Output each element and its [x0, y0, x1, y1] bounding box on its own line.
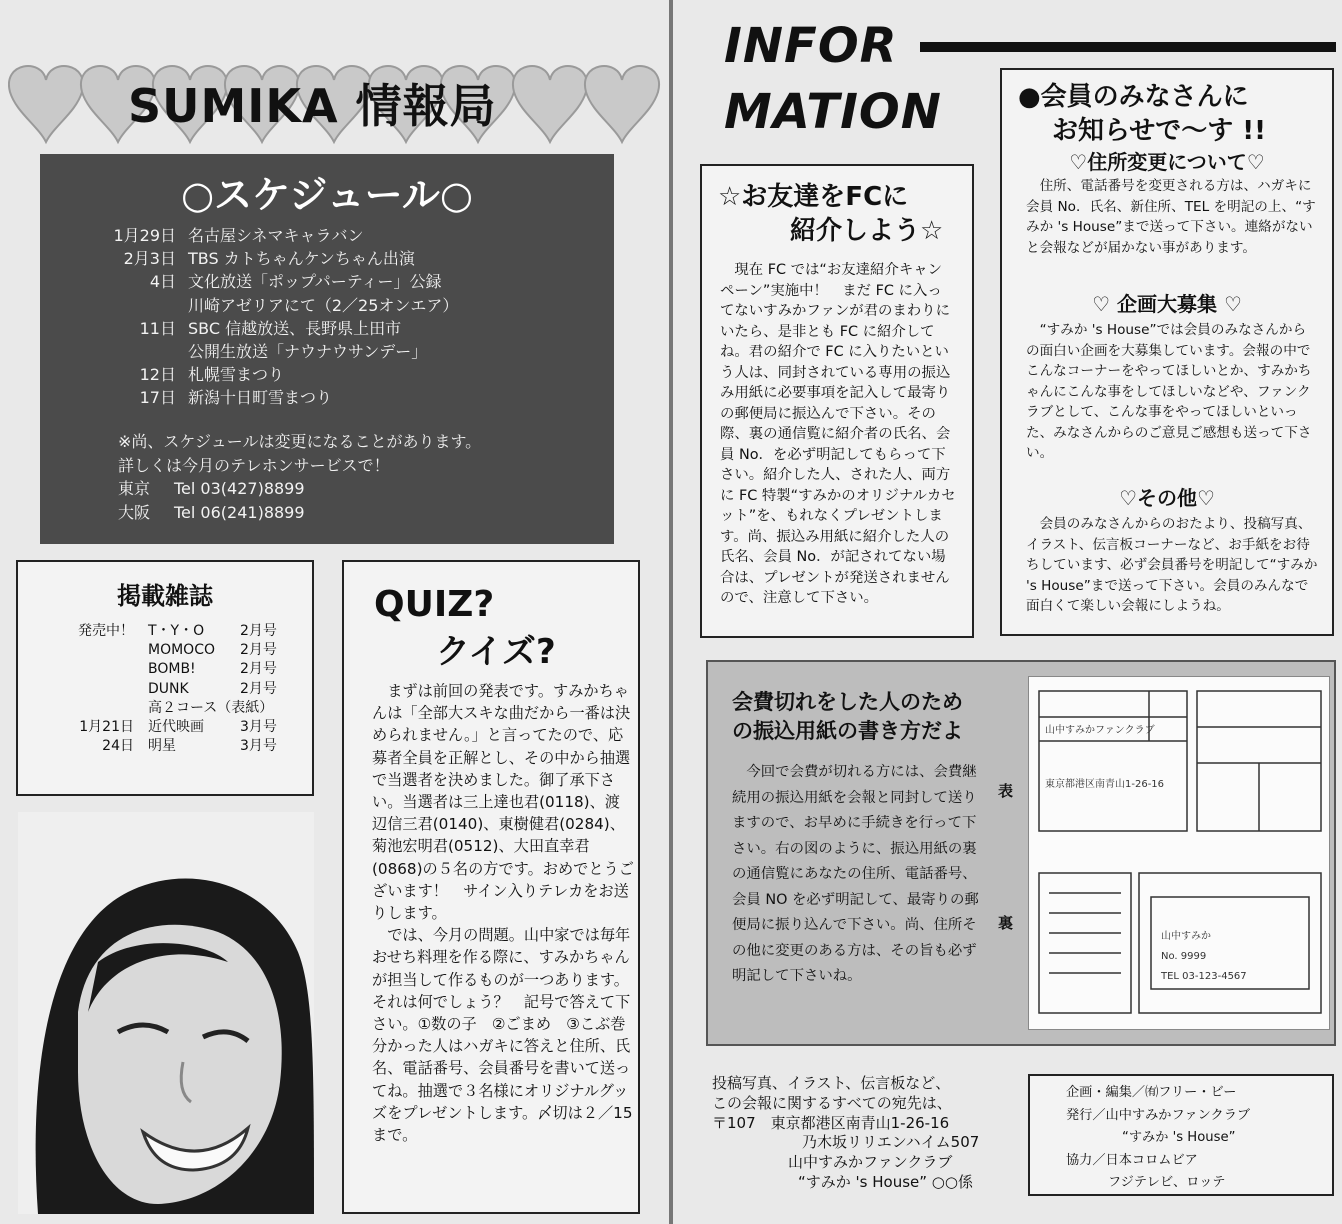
schedule-date — [102, 294, 188, 317]
members-heading: ●会員のみなさんに — [1018, 82, 1249, 112]
quiz-title-kana: クイズ? — [436, 632, 556, 672]
schedule-event: 名古屋シネマキャラバン — [188, 226, 364, 245]
magazine-issue: 2月号 — [240, 680, 277, 697]
address-line: “すみか 's House” ○○係 — [798, 1172, 973, 1191]
project-text: “すみか 's House”では会員のみなさんからの面白い企画を大募集しています。会報の中でこんなコーナーをやってほしいとか、すみかちゃんにこんな事をしてほしいなどや、ファンクラブとして、こんな事をやってほしいといった、みなさんからのご意見ご感想も送って下さい。 — [1026, 322, 1312, 461]
magazine-date — [48, 660, 148, 679]
schedule-event: 川崎アゼリアにて（2／25オンエア） — [188, 295, 459, 315]
schedule-note-line: 詳しくは今月のテレホンサービスで！ — [118, 455, 390, 475]
tel-city: 東京 — [118, 479, 151, 498]
schedule-date: 11日 — [139, 318, 176, 338]
magazine-name: MOMOCO — [148, 642, 215, 659]
fee-heading-line: 会費切れをした人のため — [732, 690, 963, 714]
schedule-event: TBS カトちゃんケンちゃん出演 — [188, 249, 415, 269]
schedule-item — [102, 363, 602, 386]
magazines-heading: 掲載雑誌 — [117, 582, 213, 610]
schedule-item — [102, 317, 602, 340]
form-front-address: 東京都港区南青山1-26-16 — [1045, 779, 1165, 790]
members-notice-box — [1000, 68, 1334, 636]
magazine-date: 24日 — [102, 738, 134, 755]
friend-referral-box — [700, 164, 974, 638]
other-heading: ♡その他♡ — [1119, 486, 1215, 510]
information-title-line2: MATION — [724, 84, 942, 140]
schedule-date: 4日 — [149, 272, 176, 292]
schedule-item — [102, 224, 602, 247]
tel-number: Tel 06(241)8899 — [174, 502, 305, 522]
schedule-heading: ○スケジュール○ — [180, 173, 474, 217]
magazine-name: 高２コース（表紙） — [148, 699, 274, 716]
magazine-item — [48, 737, 277, 756]
address-line: 投稿写真、イラスト、伝言板など、 — [712, 1074, 951, 1092]
page-spine — [669, 0, 673, 1224]
schedule-item — [102, 386, 602, 409]
form-front-name: 山中すみかファンクラブ — [1045, 725, 1155, 736]
magazine-issue: 3月号 — [240, 719, 277, 736]
friend-heading: ☆お友達をFCに — [718, 182, 909, 212]
credits-box — [1028, 1074, 1334, 1196]
friend-text: 現在 FC では“お友達紹介キャンペーン”実施中！ まだ FC に入ってないすみかファンが君のまわりにいたら、是非とも FC に紹介してね。君の紹介で FC に入りたいという人は、同封されている専用の振込み用紙に必要事項を記入して最寄りの郵便局に振込んで下さい。その際、裏の通信覧に紹介者の氏名、会員 No．を必ず明記してもらって下さい。紹介した人、された人、両方に FC 特製“すみかのオリジナルカセット”を、もれなくプレゼントします。尚、振込み用紙に紹介した人の氏名、会員 No．が記されてない場合は、プレゼントが発送されませんので、注意して下さい。 — [720, 262, 956, 606]
magazine-name: T・Y・O — [148, 623, 205, 639]
schedule-date: 12日 — [139, 365, 176, 385]
tel-city: 大阪 — [118, 502, 151, 522]
magazine-item — [48, 641, 277, 660]
schedule-date: 1月29日 — [113, 226, 176, 245]
schedule-item — [102, 247, 602, 270]
title-rule — [920, 42, 1336, 52]
other-text: 会員のみなさんからのおたより、投稿写真、イラスト、伝言板コーナーなど、お手紙をお待ちしています、必ず会員番号を明記して“すみか 's House”まで送って下さい。会員のみんなで面白くて楽しい会報にしようね。 — [1026, 516, 1318, 614]
schedule-event: SBC 信越放送、長野県上田市 — [188, 318, 402, 338]
magazine-item — [48, 680, 277, 699]
schedule-item — [102, 294, 602, 317]
schedule-event: 文化放送「ポップパーティー」公録 — [188, 272, 442, 292]
mailing-address — [712, 1074, 1012, 1214]
tel-row-osaka — [118, 501, 598, 525]
fee-renewal-box — [706, 660, 1336, 1046]
address-line: 乃木坂リリエンハイム507 — [802, 1133, 980, 1152]
transfer-form-lines — [1029, 677, 1329, 1029]
quiz-title: QUIZ? — [374, 584, 495, 625]
schedule-date — [102, 340, 188, 363]
credit-line: 協力／日本コロムビア — [1066, 1152, 1198, 1168]
magazine-date: 1月21日 — [79, 719, 134, 736]
magazine-name: 近代映画 — [148, 719, 204, 736]
magazine-issue: 3月号 — [240, 738, 277, 755]
schedule-event: 札幌雪まつり — [188, 365, 285, 385]
address-line: 〒107 東京都港区南青山1-26-16 — [712, 1113, 950, 1132]
address-line: この会報に関するすべての宛先は、 — [712, 1093, 952, 1112]
schedule-date: 2月3日 — [123, 249, 176, 269]
schedule-event: 新潟十日町雪まつり — [188, 388, 333, 408]
fee-text: 今回で会費が切れる方には、会費継続用の振込用紙を会報と同封して送りますので、お早めに手続きを行って下さい。右の図のように、振込用紙の裏の通信覧にあなたの住所、電話番号、会員 NO を必ず明記して、最寄りの郵便局に振り込んで下さい。尚、住所その他に変更のある方は、その旨も必ず明記して下さいね。 — [732, 764, 979, 984]
credit-line: “すみか 's House” — [1122, 1130, 1236, 1145]
project-heading: ♡ 企画大募集 ♡ — [1092, 292, 1242, 316]
address-change-text: 住所、電話番号を変更される方は、ハガキに会員 No．氏名、新住所、TEL を明記の上、“すみか 's House”まで送って下さい。連絡がないと会報などが届かない事があります。 — [1026, 178, 1316, 256]
quiz-box — [342, 560, 640, 1214]
portrait-photo — [18, 812, 314, 1214]
page-title: SUMIKA 情報局 — [128, 79, 497, 133]
magazines-box — [16, 560, 314, 796]
credit-line: 発行／山中すみかファンクラブ — [1066, 1107, 1251, 1123]
quiz-text — [372, 680, 641, 1146]
magazine-date — [48, 680, 148, 699]
address-change-heading: ♡住所変更について♡ — [1069, 150, 1265, 174]
schedule-event: 公開生放送「ナウナウサンデー」 — [188, 342, 428, 362]
magazine-date: 発売中！ — [78, 623, 134, 639]
magazine-item — [48, 622, 277, 641]
transfer-form-diagram — [1028, 676, 1330, 1030]
magazine-item — [48, 660, 277, 679]
friend-heading: 紹介しよう☆ — [790, 216, 944, 246]
magazine-name: BOMB! — [148, 661, 196, 678]
magazines-list — [48, 622, 277, 756]
magazine-date — [48, 699, 148, 718]
magazine-issue: 2月号 — [240, 661, 277, 678]
members-heading: お知らせで〜す !! — [1052, 116, 1266, 146]
credit-line: フジテレビ、ロッテ — [1108, 1175, 1226, 1190]
tel-row-tokyo — [118, 477, 598, 501]
form-back-tel: TEL 03-123-4567 — [1161, 971, 1247, 982]
form-back-no: No. 9999 — [1161, 951, 1207, 962]
front-label: 表 — [998, 782, 1014, 800]
fee-heading-line: の振込用紙の書き方だよ — [732, 719, 963, 743]
quiz-paragraph: では、今月の問題。山中家では毎年おせち料理を作る際に、すみかちゃんが担当して作るものが一つあります。それは何でしょう？ 記号で答えて下さい。①数の子 ②ごまめ ③こぶ巻 分かった人はハガキに答えと住所、氏名、電話番号、会員番号を書いて送ってね。抽選で３名様にオリジナルグッズをプレゼントします。〆切は２／15まで。 — [372, 926, 641, 1145]
schedule-note — [118, 430, 598, 524]
back-label: 裏 — [998, 914, 1014, 932]
magazine-issue: 2月号 — [240, 642, 277, 659]
magazine-issue: 2月号 — [240, 623, 277, 639]
tel-number: Tel 03(427)8899 — [174, 479, 305, 498]
schedule-note-line: ※尚、スケジュールは変更になることがあります。 — [118, 432, 482, 451]
portrait-illustration — [18, 812, 314, 1214]
form-back-name: 山中すみか — [1161, 931, 1211, 942]
magazine-name: 明星 — [148, 738, 176, 755]
credit-line: 企画・編集／㈲フリー・ビー — [1066, 1085, 1237, 1100]
quiz-paragraph: まずは前回の発表です。すみかちゃんは「全部大スキな曲だから一番は決められません。」と言ってたので、応募者全員を正解とし、その中から抽選で当選者を決めました。御了承下さい。当選者は三上達也君(0118)、渡辺信三君(0140)、東樹健君(0284)、菊池宏明君(0512)、大田直幸君(0868)の５名の方です。おめでとうございます！ サイン入りテレカをお送りします。 — [372, 682, 634, 923]
schedule-item — [102, 340, 602, 363]
schedule-item — [102, 270, 602, 293]
fee-heading — [732, 688, 963, 746]
schedule-date: 17日 — [139, 388, 176, 408]
magazine-date — [48, 641, 148, 660]
magazine-item — [48, 699, 277, 718]
schedule-box — [40, 154, 614, 544]
magazine-name: DUNK — [148, 680, 189, 697]
schedule-list — [102, 224, 602, 410]
magazine-item — [48, 718, 277, 737]
address-line: 山中すみかファンクラブ — [788, 1153, 953, 1172]
information-title-line1: INFOR — [724, 18, 898, 74]
